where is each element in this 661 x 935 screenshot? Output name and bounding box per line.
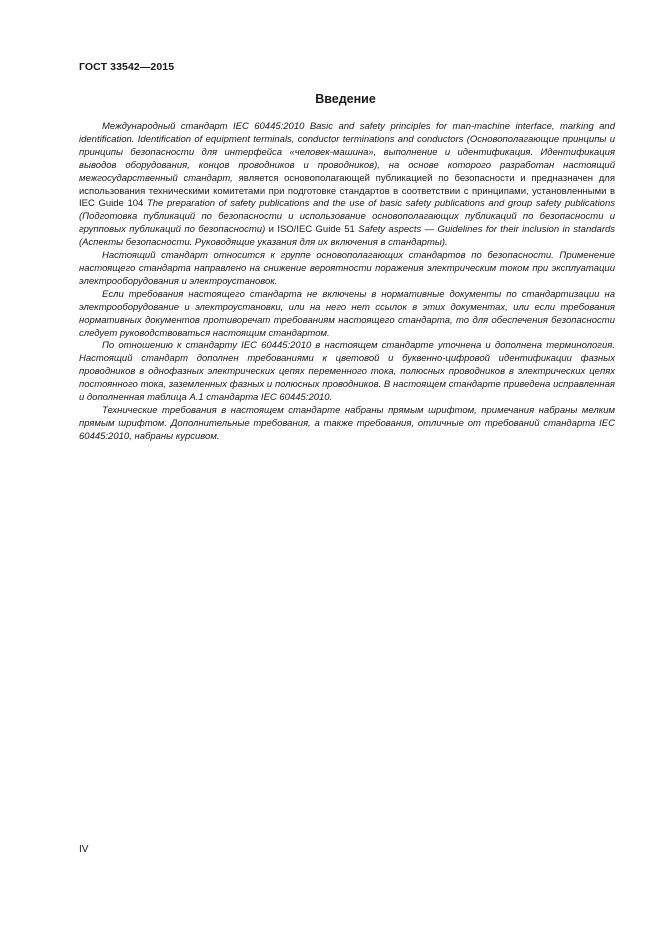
page-number: IV: [79, 844, 89, 855]
body-paragraph: [79, 340, 615, 405]
text-segment: Международный стандарт IEC 60445:2010 Basic and safety principles for man-machine interface, marking and identification. Identification of equipment terminals, conductor terminations and conductors (Основополагающие принципы и принципы безопасности для интерфейса «человек-машина», выполнение и идентификация. Идентификация выводов оборудования, концов проводников и проводников), на основе которого разработан настоящий межгосударственный стандарт,: [79, 121, 615, 184]
text-segment: Если требования настоящего стандарта не включены в нормативные документы по стандартизации на электрооборудование и электроустановки, или на него нет ссылок в этих документах, или если требования нормативных документов противоречат требованиям настоящего стандарта, то для обеспечения безопасности следует руководствоваться настоящим стандартом.: [79, 288, 615, 339]
text-segment: Технические требования в настоящем стандарте набраны прямым шрифтом, примечания набраны мелким прямым шрифтом. Дополнительные требования, а также требования, отличные от требований стандарта IEC 60445:2010, набраны курсивом.: [79, 404, 615, 442]
text-segment: The preparation of safety publications and the use of basic safety publications and group safety publications (Подготовка публикаций по безопасности и использование основополагающих публикаций по безопасности и групповых публикаций по безопасности): [79, 198, 615, 236]
document-body: [79, 121, 615, 444]
body-paragraph: [79, 121, 615, 250]
text-segment: и ISO/IEC Guide 51: [268, 224, 359, 236]
text-segment: Настоящий стандарт относится к группе основополагающих стандартов по безопасности. Применение настоящего стандарта направлено на снижение вероятности поражения электрическим током при эксплуатации электрооборудования и электроустановок.: [79, 250, 615, 287]
text-segment: Safety aspects — Guidelines for their inclusion in standards (Аспекты безопасности. Руководящие указания для их включения в стандарты).: [79, 224, 616, 249]
body-paragraph: [79, 289, 615, 341]
body-paragraph: [79, 405, 615, 444]
document-code-header: ГОСТ 33542—2015: [79, 61, 175, 73]
text-segment: является основополагающей публикацией по безопасности и предназначен для использования техническими комитетами при подготовке стандартов в соответствии с принципами, установленными в IEC Guide 104: [79, 172, 615, 210]
body-paragraph: [79, 250, 615, 289]
section-title: Введение: [315, 92, 376, 106]
text-segment: По отношению к стандарту IEC 60445:2010 в настоящем стандарте уточнена и дополнена терминология. Настоящий стандарт дополнен требованиями к цветовой и буквенно-цифровой идентификации фазных проводников в однофазных электрических цепях переменного тока, полюсных проводников в электрических цепях постоянного тока, заземленных фазных и полюсных проводников. В настоящем стандарте приведена исправленная и дополненная таблица А.1 стандарта IEC 60445:2010.: [79, 340, 615, 404]
